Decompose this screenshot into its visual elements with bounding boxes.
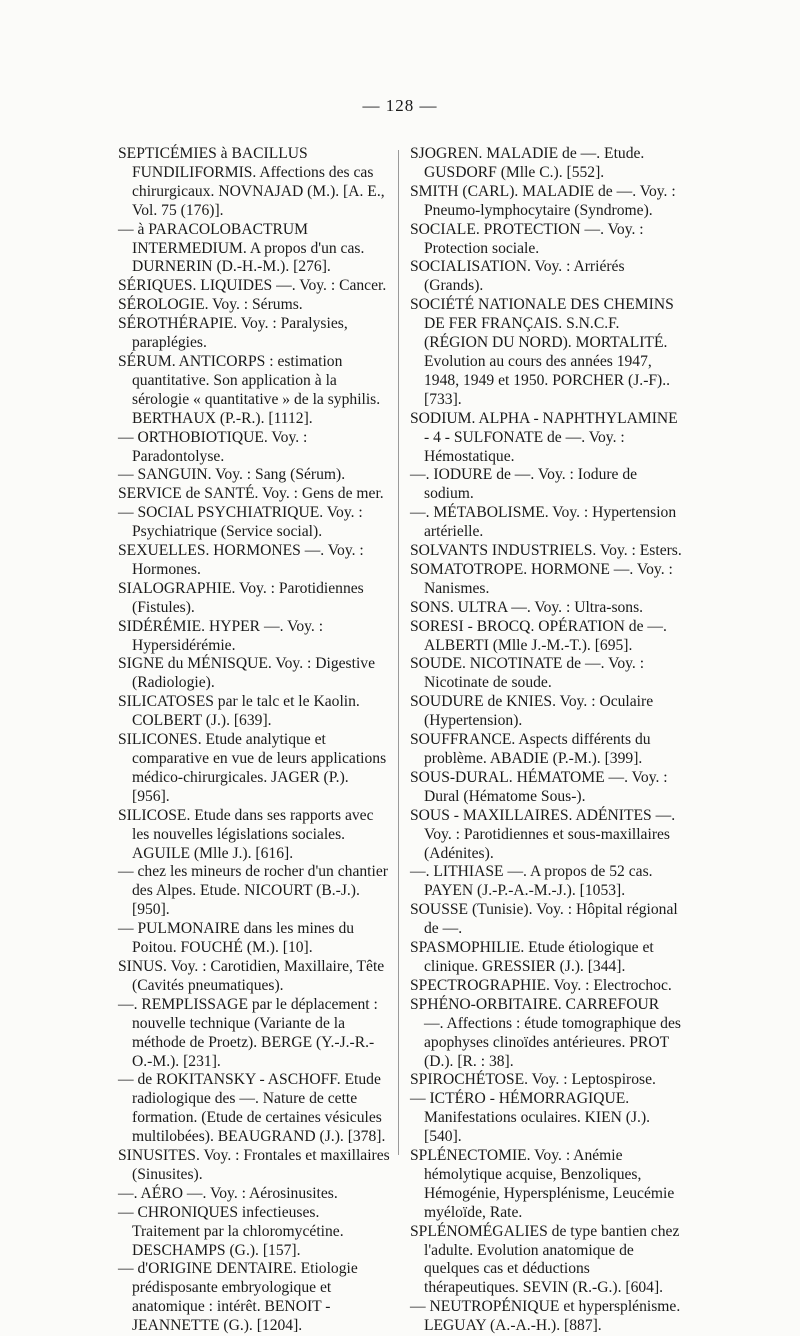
index-entry: SIDÉRÉMIE. HYPER —. Voy. : Hypersidérémie. xyxy=(118,617,324,654)
index-entry: SOMATOTROPE. HORMONE —. Voy. : Nanismes. xyxy=(410,560,673,597)
index-entry: SOUSSE (Tunisie). Voy. : Hôpital régional de —. xyxy=(410,901,678,938)
index-entry: SPASMOPHILIE. Etude étiologique et clinique. GRESSIER (J.). [344]. xyxy=(410,939,654,975)
index-entry: SPIROCHÉTOSE. Voy. : Leptospirose. xyxy=(410,1071,656,1089)
index-entry: SIALOGRAPHIE. Voy. : Parotidiennes (Fistules). xyxy=(118,579,364,616)
index-entry: SILICONES. Etude analytique et comparative en vue de leurs applications médico-chirurgicales. JAGER (P.). [956]. xyxy=(118,731,387,805)
left-column xyxy=(118,145,390,1336)
index-entry: —. AÉRO —. Voy. : Aérosinusites. xyxy=(118,1184,338,1202)
index-entry: SÉRUM. ANTICORPS : estimation quantitative. Son application à la sérologie « quantitative » de la syphilis. BERTHAUX (P.-R.). [1112]. xyxy=(118,352,381,427)
index-entry: — de ROKITANSKY - ASCHOFF. Etude radiologique des —. Nature de cette formation. (Etude de certaines vésicules multilobées). BEAUGRAND (J.). [378]. xyxy=(118,1071,386,1146)
index-entry: SILICATOSES par le talc et le Kaolin. COLBERT (J.). [639]. xyxy=(118,693,360,730)
index-entry: — ICTÉRO - HÉMORRAGIQUE. Manifestations oculaires. KIEN (J.). [540]. xyxy=(410,1090,651,1146)
index-entry: SÉROTHÉRAPIE. Voy. : Paralysies, paraplégies. xyxy=(118,315,348,352)
index-entry: —. MÉTABOLISME. Voy. : Hypertension artérielle. xyxy=(410,504,677,541)
index-entry: — chez les mineurs de rocher d'un chantier des Alpes. Etude. NICOURT (B.-J.). [950]. xyxy=(118,863,388,919)
index-entry: — SOCIAL PSYCHIATRIQUE. Voy. : Psychiatrique (Service social). xyxy=(118,504,363,541)
index-entry: SMITH (CARL). MALADIE de —. Voy. : Pneumo-lymphocytaire (Syndrome). xyxy=(410,182,676,219)
index-entry: SINUS. Voy. : Carotidien, Maxillaire, Tête (Cavités pneumatiques). xyxy=(118,957,385,994)
index-entry: SOCIÉTÉ NATIONALE DES CHEMINS DE FER FRANÇAIS. S.N.C.F. (RÉGION DU NORD). MORTALITÉ. Evolution au cours des années 1947, 1948, 1949 et 1950. PORCHER (J.-F).. [733]. xyxy=(410,296,674,408)
index-entry: SOUDURE de KNIES. Voy. : Oculaire (Hypertension). xyxy=(410,693,654,730)
index-entry: SÉROLOGIE. Voy. : Sérums. xyxy=(118,296,303,314)
index-entry: — CHRONIQUES infectieuses. Traitement par la chloromycétine. DESCHAMPS (G.). [157]. xyxy=(118,1203,344,1259)
index-entry: SÉRIQUES. LIQUIDES —. Voy. : Cancer. xyxy=(118,277,387,295)
index-entry: — NEUTROPÉNIQUE et hypersplénisme. LEGUAY (A.-A.-H.). [887]. xyxy=(410,1298,681,1335)
index-entry: SIGNE du MÉNISQUE. Voy. : Digestive (Radiologie). xyxy=(118,655,376,692)
index-entry: — à PARACOLOBACTRUM INTERMEDIUM. A propos d'un cas. DURNERIN (D.-H.-M.). [276]. xyxy=(118,220,365,276)
index-entry: SOCIALE. PROTECTION —. Voy. : Protection sociale. xyxy=(410,220,644,257)
index-entry: SOLVANTS INDUSTRIELS. Voy. : Esters. xyxy=(410,542,682,560)
index-entry: SINUSITES. Voy. : Frontales et maxillaires (Sinusites). xyxy=(118,1147,390,1183)
index-entry: SILICOSE. Etude dans ses rapports avec les nouvelles législations sociales. AGUILE (Mlle J.). [616]. xyxy=(118,806,374,862)
index-entry: SERVICE de SANTÉ. Voy. : Gens de mer. xyxy=(118,485,384,503)
index-entry: SOUDE. NICOTINATE de —. Voy. : Nicotinate de soude. xyxy=(410,655,645,692)
index-entry: SOUS - MAXILLAIRES. ADÉNITES —. Voy. : Parotidiennes et sous-maxillaires (Adénites). xyxy=(410,806,676,862)
index-entry: SEPTICÉMIES à BACILLUS FUNDILIFORMIS. Affections des cas chirurgicaux. NOVNAJAD (M.). [A. E., Vol. 75 (176)]. xyxy=(118,145,385,219)
index-entry: SORESI - BROCQ. OPÉRATION de —. ALBERTI (Mlle J.-M.-T.). [695]. xyxy=(410,617,667,654)
index-entry: —. IODURE de —. Voy. : Iodure de sodium. xyxy=(410,466,638,503)
index-entry: SOCIALISATION. Voy. : Arriérés (Grands). xyxy=(410,258,625,295)
index-entry: — SANGUIN. Voy. : Sang (Sérum). xyxy=(118,466,346,484)
index-entry: SPHÉNO-ORBITAIRE. CARREFOUR —. Affections : étude tomographique des apophyses clinoïdes antérieures. PROT (D.). [R. : 38]. xyxy=(410,995,681,1070)
index-entry: SPECTROGRAPHIE. Voy. : Electrochoc. xyxy=(410,976,672,994)
index-entry: —. REMPLISSAGE par le déplacement : nouvelle technique (Variante de la méthode de Proetz). BERGE (Y.-J.-R.-O.-M.). [231]. xyxy=(118,995,378,1070)
index-entry: — d'ORIGINE DENTAIRE. Etiologie prédisposante embryologique et anatomique : intérêt. BENOIT - JEANNETTE (G.). [1204]. xyxy=(118,1260,358,1335)
index-entry: SODIUM. ALPHA - NAPHTHYLAMINE - 4 - SULFONATE de —. Voy. : Hémostatique. xyxy=(410,409,678,465)
index-entry: — ORTHOBIOTIQUE. Voy. : Paradontolyse. xyxy=(118,428,308,465)
column-divider xyxy=(398,150,399,1155)
index-entry: SEXUELLES. HORMONES —. Voy. : Hormones. xyxy=(118,542,364,578)
page-number: — 128 — xyxy=(362,96,438,115)
index-entry: SPLÉNECTOMIE. Voy. : Anémie hémolytique acquise, Benzoliques, Hémogénie, Hypersplénisme, Leucémie myéloïde, Rate. xyxy=(410,1147,675,1221)
index-entry: SOUFFRANCE. Aspects différents du problème. ABADIE (P.-M.). [399]. xyxy=(410,731,651,767)
index-entry: SPLÉNOMÉGALIES de type bantien chez l'adulte. Evolution anatomique de quelques cas et déductions thérapeutiques. SEVIN (R.-G.). [604]. xyxy=(410,1222,680,1297)
index-entry: SOUS-DURAL. HÉMATOME —. Voy. : Dural (Hématome Sous-). xyxy=(410,768,668,805)
right-column xyxy=(410,145,682,1336)
index-entry: SJOGREN. MALADIE de —. Etude. GUSDORF (Mlle C.). [552]. xyxy=(410,145,645,181)
index-entry: — PULMONAIRE dans les mines du Poitou. FOUCHÉ (M.). [10]. xyxy=(118,920,355,957)
index-entry: —. LITHIASE —. A propos de 52 cas. PAYEN (J.-P.-A.-M.-J.). [1053]. xyxy=(410,863,653,900)
index-entry: SONS. ULTRA —. Voy. : Ultra-sons. xyxy=(410,598,644,616)
